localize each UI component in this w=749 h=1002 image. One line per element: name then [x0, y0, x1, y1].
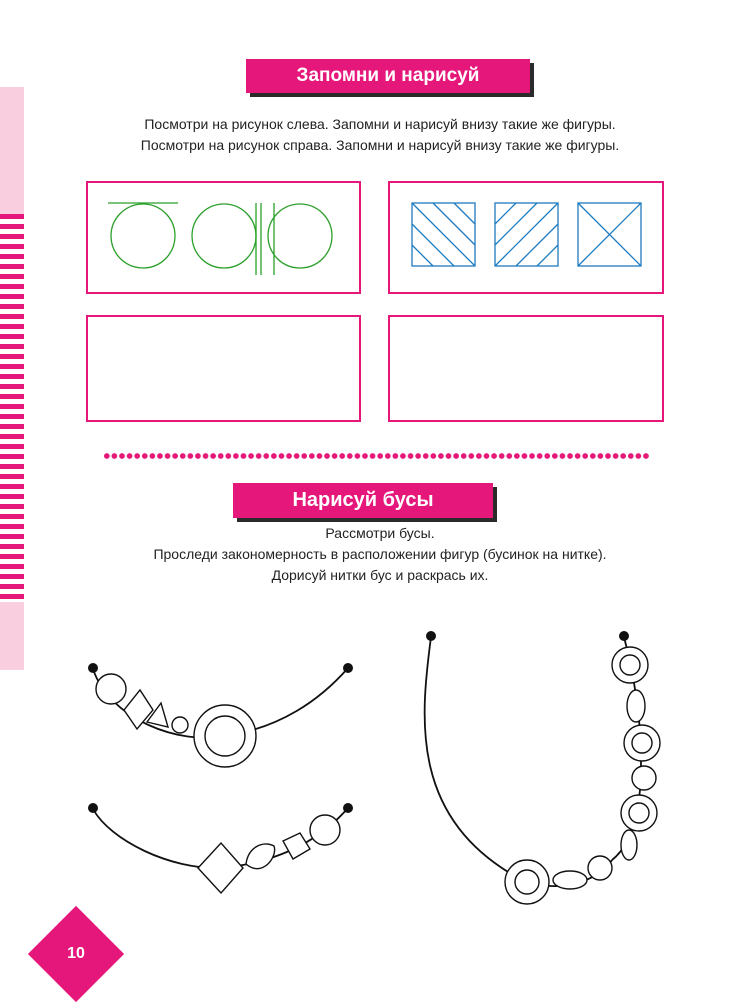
- necklace-2: [88, 803, 353, 893]
- necklace-1: [88, 663, 353, 767]
- section1-title: Запомни и нарисуй: [246, 59, 530, 93]
- page-number: 10: [67, 945, 85, 962]
- section1-line-1: Посмотри на рисунок слева. Запомни и нарисуй внизу такие же фигуры.: [144, 116, 616, 132]
- section2-line-2: Проследи закономерность в расположении фигур (бусинок на нитке).: [153, 546, 607, 562]
- section1-line-2: Посмотри на рисунок справа. Запомни и нарисуй внизу такие же фигуры.: [140, 137, 620, 153]
- section2-title: Нарисуй бусы: [233, 483, 493, 518]
- section2-line-3: Дорисуй нитки бус и раскрась их.: [271, 567, 489, 583]
- necklace-3: [425, 631, 660, 904]
- section2-line-1: Рассмотри бусы.: [325, 525, 435, 541]
